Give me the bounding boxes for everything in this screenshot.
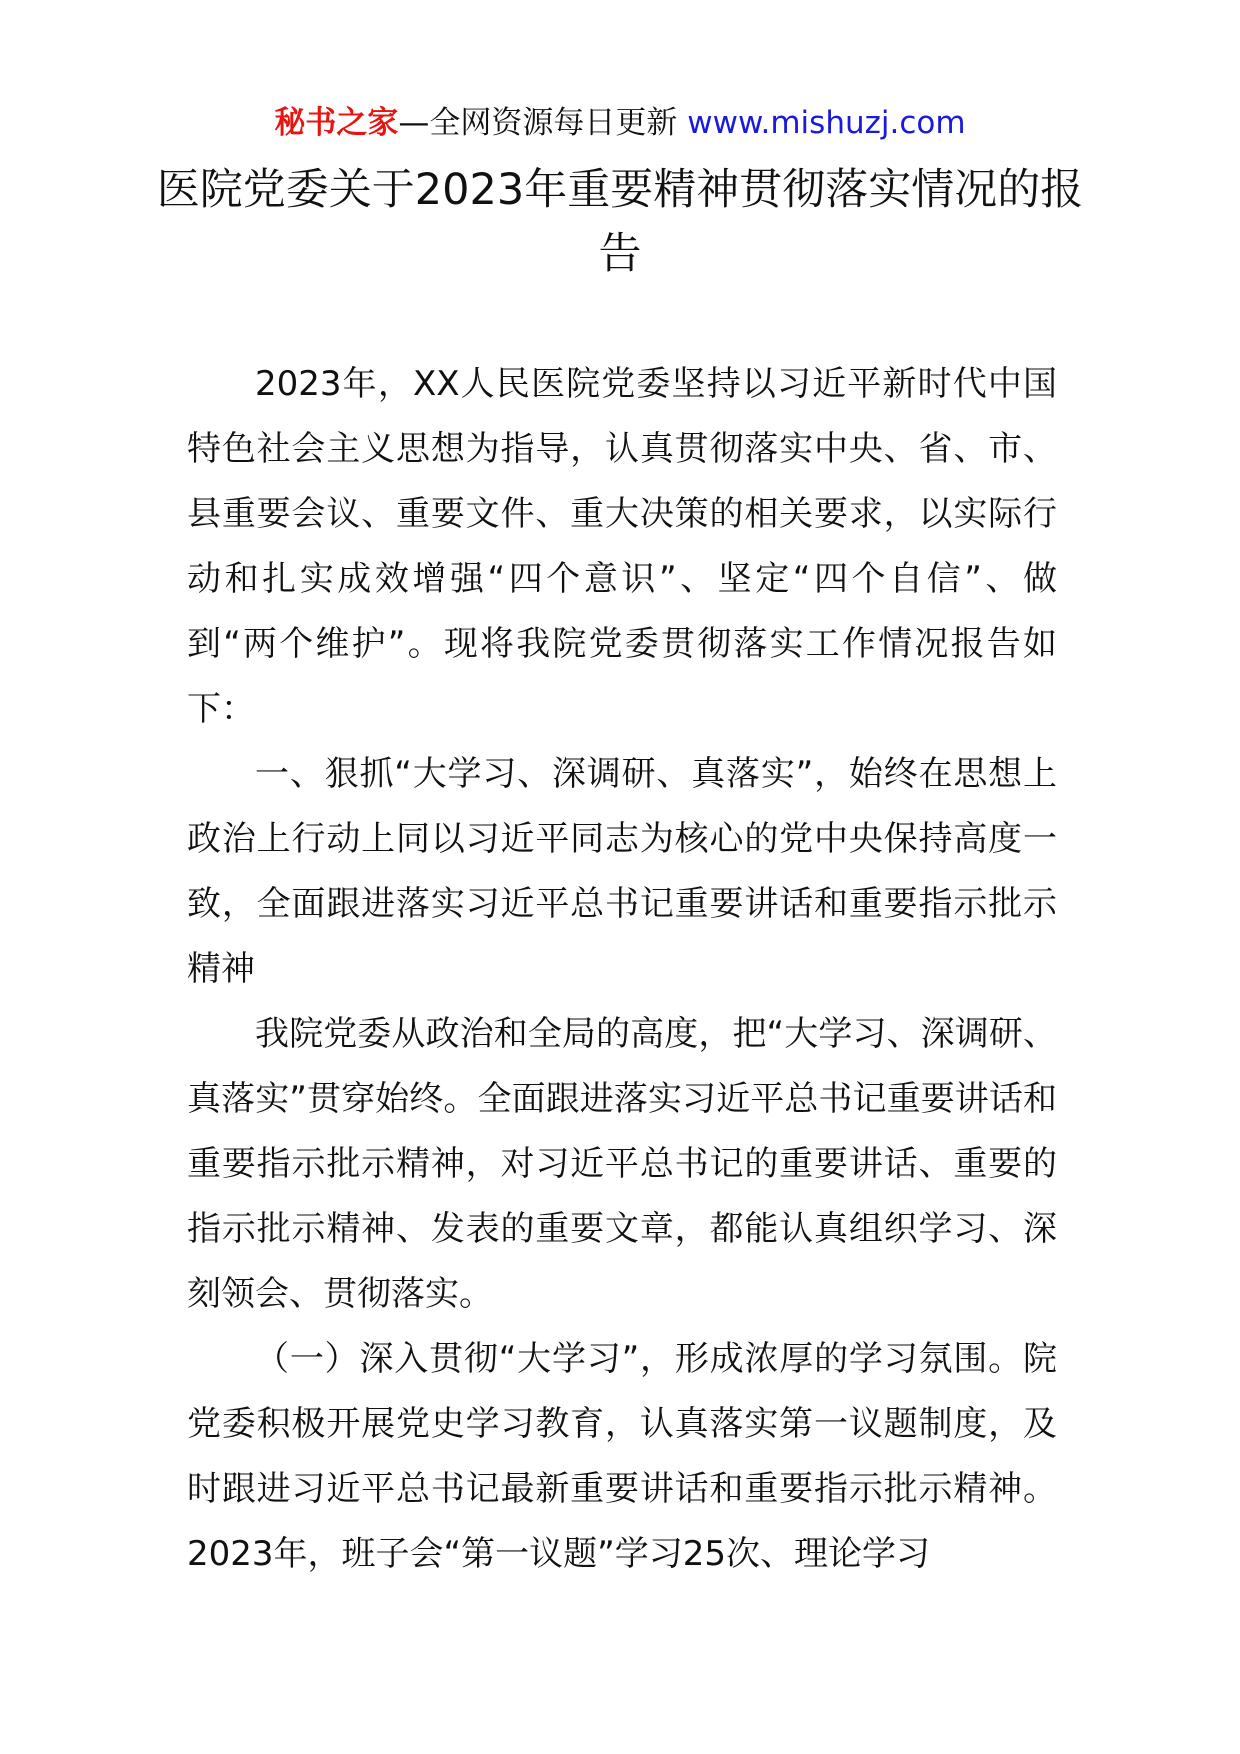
document-body xyxy=(187,352,1057,1587)
site-tagline: —全网资源每日更新 xyxy=(398,105,678,141)
site-header xyxy=(0,100,1240,146)
site-brand: 秘书之家 xyxy=(274,105,399,141)
section-paragraph: 我院党委从政治和全局的高度，把“大学习、深调研、真落实”贯穿始终。全面跟进落实习近平总书记重要讲话和重要指示批示精神，对习近平总书记的重要讲话、重要的指示批示精神、发表的重要文章，都能认真组织学习、深刻领会、贯彻落实。 xyxy=(187,1014,1057,1314)
document-title: 医院党委关于2023年重要精神贯彻落实情况的报告 xyxy=(156,165,1084,279)
intro-paragraph: 2023年，XX人民医院党委坚持以习近平新时代中国特色社会主义思想为指导，认真贯彻落实中央、省、市、县重要会议、重要文件、重大决策的相关要求，以实际行动和扎实成效增强“四个意识”、坚定“四个自信”、做到“两个维护”。现将我院党委贯彻落实工作情况报告如下： xyxy=(187,364,1057,729)
section-heading-1: 一、狠抓“大学习、深调研、真落实”，始终在思想上政治上行动上同以习近平同志为核心的党中央保持高度一致，全面跟进落实习近平总书记重要讲话和重要指示批示精神 xyxy=(187,754,1057,989)
subsection-paragraph: （一）深入贯彻“大学习”，形成浓厚的学习氛围。院党委积极开展党史学习教育，认真落实第一议题制度，及时跟进习近平总书记最新重要讲话和重要指示批示精神。2023年，班子会“第一议题”学习25次、理论学习 xyxy=(187,1339,1057,1574)
site-url-link[interactable]: www.mishuzj.com xyxy=(687,105,966,141)
